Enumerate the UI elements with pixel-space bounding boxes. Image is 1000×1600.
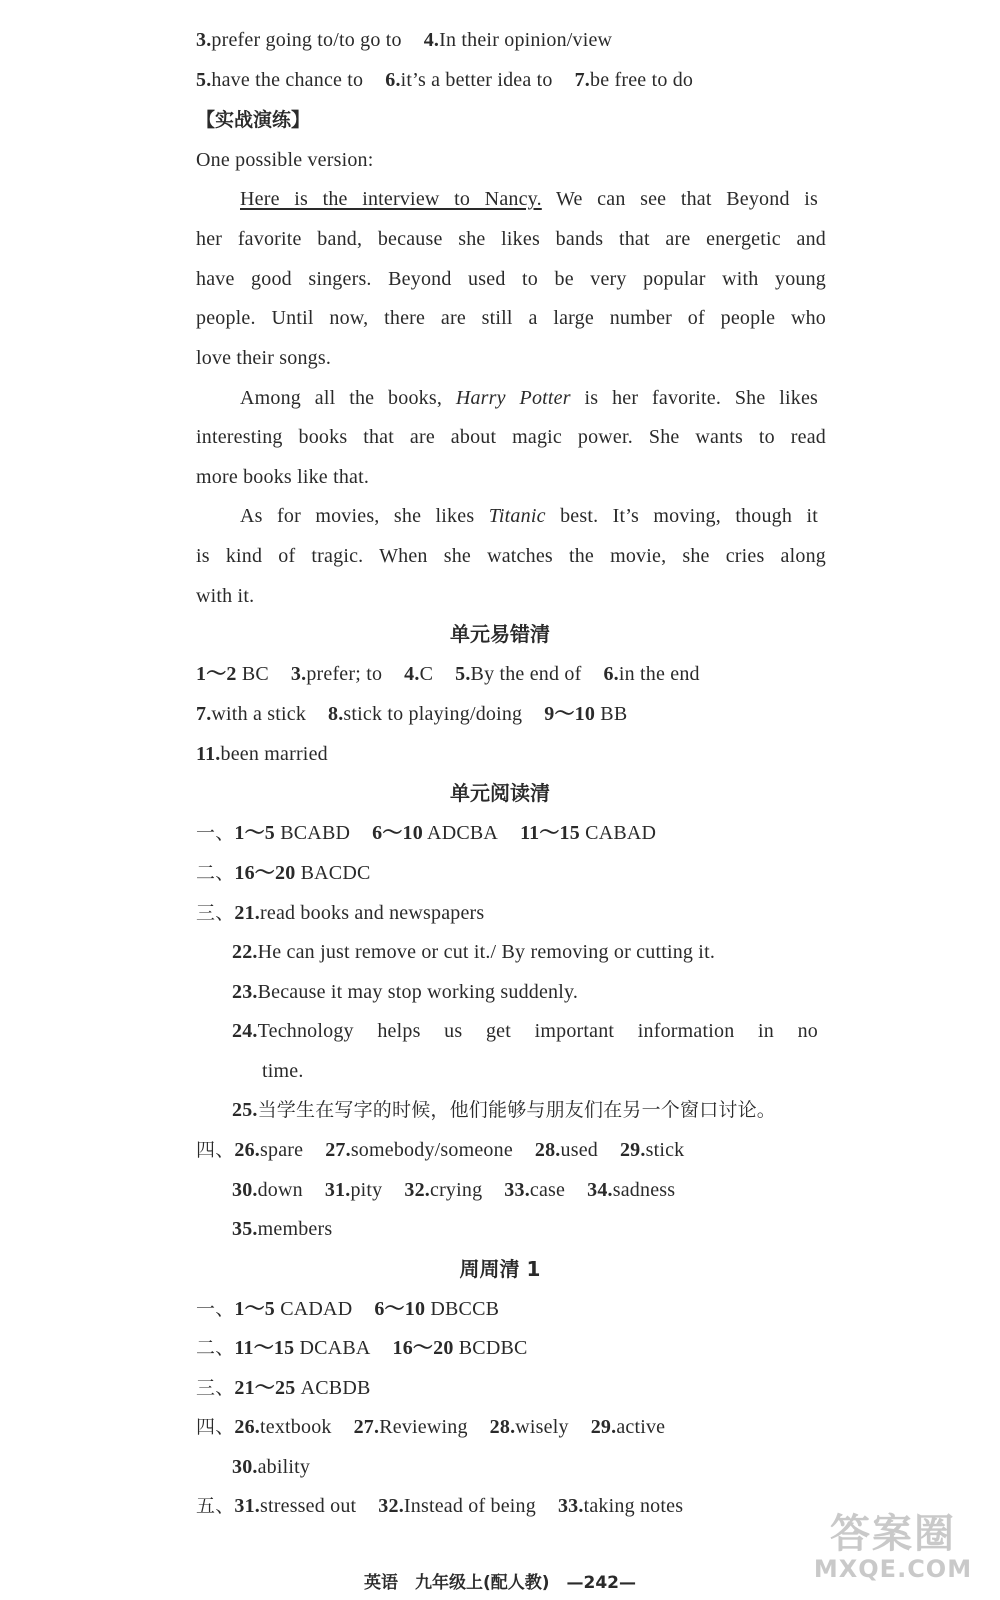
answer-text: read books and newspapers [260, 902, 485, 924]
answer-text: be free to do [590, 69, 694, 91]
answer-line [232, 1178, 862, 1202]
answer-line [196, 28, 826, 52]
answer-line [232, 1217, 862, 1241]
essay-line: people. Until now, there are still a large number of people who [196, 307, 826, 329]
answer-text: members [257, 1218, 333, 1240]
item-number: 5. [455, 663, 471, 685]
item-number: 24. [232, 1020, 258, 1042]
item-number: 33. [504, 1179, 530, 1201]
answer-text: case [529, 1179, 566, 1201]
answer-text: C [419, 663, 434, 685]
item-number: 32. [404, 1179, 430, 1201]
answer-line [196, 1336, 826, 1360]
answer-text: been married [220, 743, 328, 765]
item-number: 29. [590, 1416, 617, 1438]
item-number: 7. [196, 703, 212, 725]
answer-text: In their opinion/view [439, 29, 613, 51]
essay-line: love their songs. [196, 347, 332, 369]
part-label: 四、 [196, 1139, 235, 1161]
answer-text: DBCCB [430, 1298, 500, 1320]
book-title: Harry Potter [455, 387, 571, 409]
answer-text: in the end [618, 663, 700, 685]
answer-text: BB [600, 703, 628, 725]
item-number: 6. [603, 663, 619, 685]
item-number: 30. [232, 1179, 258, 1201]
answer-text: BCDBC [458, 1337, 528, 1359]
answer-text: time. [262, 1060, 304, 1082]
answer-line [196, 821, 826, 845]
answer-line [262, 1059, 892, 1083]
part-label: 四、 [196, 1416, 235, 1438]
item-number: 3. [290, 663, 307, 685]
essay-text: As for movies, she likes [240, 505, 475, 527]
movie-title: Titanic [488, 505, 546, 527]
part-label: 一、 [196, 822, 235, 844]
essay-text: Among all the books, [240, 387, 443, 409]
item-number: 11. [196, 743, 221, 765]
answer-text: used [560, 1139, 598, 1161]
answer-line [196, 742, 826, 766]
item-number: 21. [234, 902, 261, 924]
part-label: 二、 [196, 862, 235, 884]
answer-text: stick [645, 1139, 685, 1161]
item-number: 8. [328, 703, 344, 725]
answer-text: Reviewing [379, 1416, 468, 1438]
answer-text: have the chance to [211, 69, 364, 91]
essay-text: is her favorite. She likes [584, 387, 819, 409]
item-number: 31. [234, 1495, 261, 1517]
item-number: 29. [619, 1139, 646, 1161]
item-number: 32. [378, 1495, 404, 1517]
item-number: 26. [234, 1416, 261, 1438]
section-title-unit-errors: 单元易错清 [450, 622, 550, 646]
essay-text: best. It’s moving, though it [560, 505, 818, 527]
watermark-logo-text: 答案圈 [830, 1511, 956, 1557]
item-number: 6. [385, 69, 401, 91]
item-number: 1～5 [234, 822, 276, 844]
item-number: 27. [353, 1416, 380, 1438]
answer-line [196, 68, 826, 92]
answer-text: somebody/someone [350, 1139, 513, 1161]
part-label: 三、 [196, 902, 235, 924]
answer-line [232, 1019, 818, 1043]
answer-text: Instead of being [403, 1495, 536, 1517]
essay-text: We can see that Beyond is [556, 188, 818, 210]
answer-text: it’s a better idea to [400, 69, 553, 91]
answer-text: ADCBA [427, 822, 499, 844]
item-number: 33. [557, 1495, 584, 1517]
answer-text: taking notes [583, 1495, 684, 1517]
part-label: 一、 [196, 1298, 235, 1320]
answer-text: sadness [612, 1179, 676, 1201]
answer-text: BACDC [300, 862, 371, 884]
answer-text: pity [350, 1179, 383, 1201]
answer-text: Because it may stop working suddenly. [257, 981, 579, 1003]
essay-line: have good singers. Beyond used to be very popular with young [196, 268, 826, 290]
answer-text: down [257, 1179, 303, 1201]
item-number: 27. [325, 1139, 351, 1161]
answer-text: CADAD [280, 1298, 353, 1320]
answer-text: prefer; to [306, 663, 383, 685]
answer-text: with a stick [211, 703, 307, 725]
answer-text: ACBDB [300, 1377, 371, 1399]
answer-line [232, 980, 862, 1004]
item-number: 35. [232, 1218, 258, 1240]
item-number: 16～20 [234, 862, 296, 884]
answer-line [232, 940, 862, 964]
item-number: 11～15 [520, 822, 580, 844]
item-number: 22. [232, 941, 258, 963]
answer-line [196, 662, 826, 686]
page-footer: 英语 九年级上(配人教) —242— [363, 1573, 637, 1593]
essay-line: interesting books that are about magic power. She wants to read [196, 426, 826, 448]
item-number: 3. [196, 29, 212, 51]
answer-line [196, 702, 826, 726]
answer-line [196, 901, 826, 925]
answer-text: textbook [260, 1416, 332, 1438]
answer-text: stick to playing/doing [343, 703, 523, 725]
item-number: 4. [423, 29, 440, 51]
item-number: 1～5 [234, 1298, 276, 1320]
answer-text: He can just remove or cut it./ By removing or cutting it. [257, 941, 716, 963]
part-label: 二、 [196, 1337, 235, 1359]
item-number: 1～2 [196, 663, 237, 685]
answer-line [196, 1297, 826, 1321]
answer-text: CABAD [585, 822, 657, 844]
underlined-sentence: Here is the interview to Nancy. [240, 188, 542, 210]
item-number: 5. [196, 69, 212, 91]
answer-text: Technology helps us get important information in no [257, 1020, 818, 1042]
item-number: 30. [232, 1456, 258, 1478]
item-number: 9～10 [544, 703, 596, 725]
answer-line [232, 1455, 862, 1479]
answer-text: DCABA [299, 1337, 371, 1359]
item-number: 6～10 [374, 1298, 426, 1320]
essay-line: more books like that. [196, 466, 370, 488]
item-number: 16～20 [392, 1337, 454, 1359]
item-number: 7. [574, 69, 591, 91]
item-number: 31. [324, 1179, 351, 1201]
answer-text: prefer going to/to go to [211, 29, 402, 51]
answer-text: wisely [515, 1416, 569, 1438]
answer-text: spare [260, 1139, 304, 1161]
item-number: 34. [587, 1179, 613, 1201]
answer-text: crying [430, 1179, 483, 1201]
answer-text: BC [241, 663, 269, 685]
section-title-weekly: 周周清 1 [459, 1257, 541, 1281]
answer-text: By the end of [470, 663, 582, 685]
essay-line: is kind of tragic. When she watches the movie, she cries along [196, 545, 826, 567]
essay-line [240, 187, 818, 211]
item-number: 28. [534, 1139, 561, 1161]
answer-text: BCABD [280, 822, 351, 844]
answer-text: ability [257, 1456, 311, 1478]
item-number: 28. [489, 1416, 516, 1438]
section-title-unit-reading: 单元阅读清 [450, 781, 550, 805]
item-number: 11～15 [234, 1337, 295, 1359]
answer-line [196, 1376, 826, 1400]
item-number: 21～25 [234, 1377, 296, 1399]
section-title-practice: 【实战演练】 [196, 109, 311, 131]
part-label: 五、 [196, 1495, 235, 1517]
answer-line [196, 1138, 826, 1162]
item-number: 6～10 [372, 822, 423, 844]
answer-line [196, 1415, 826, 1439]
item-number: 4. [404, 663, 420, 685]
answer-text: 当学生在写字的时候，他们能够与朋友们在另一个窗口讨论。 [257, 1099, 777, 1121]
answer-line [196, 1494, 826, 1518]
part-label: 三、 [196, 1377, 235, 1399]
item-number: 25. [232, 1099, 258, 1121]
essay-line [240, 504, 818, 528]
essay-line: her favorite band, because she likes bands that are energetic and [196, 228, 826, 250]
essay-intro: One possible version: [196, 149, 374, 171]
answer-line [196, 861, 826, 885]
answer-text: stressed out [260, 1495, 357, 1517]
essay-line [240, 386, 818, 410]
answer-line [232, 1098, 862, 1122]
answer-text: active [616, 1416, 666, 1438]
essay-line: with it. [196, 585, 255, 607]
item-number: 26. [234, 1139, 261, 1161]
watermark-url: MXQE.COM [813, 1555, 973, 1583]
item-number: 23. [232, 981, 258, 1003]
site-watermark [808, 1512, 978, 1586]
